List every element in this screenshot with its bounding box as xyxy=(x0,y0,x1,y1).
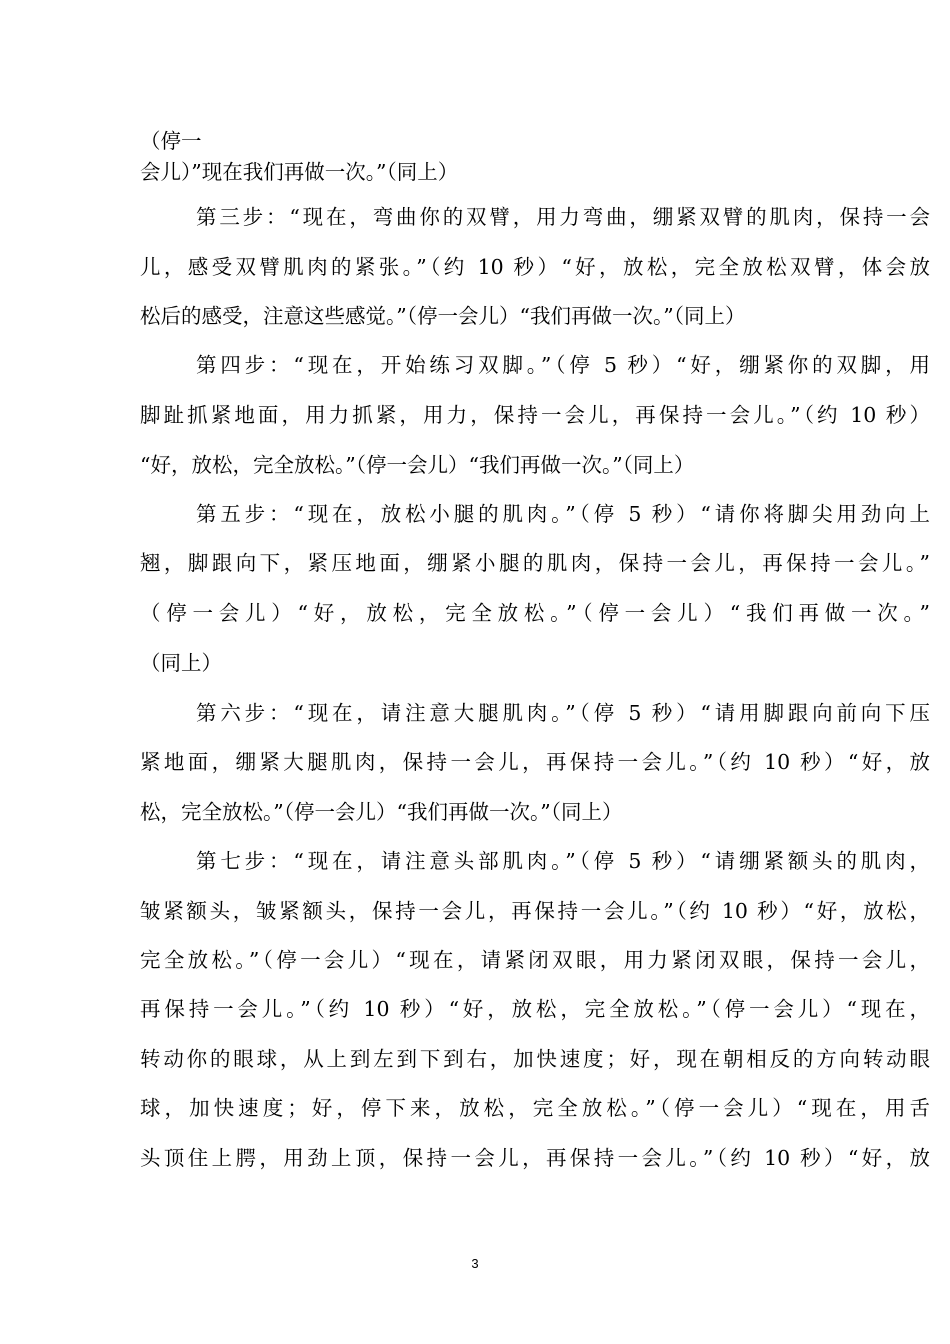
paragraph-step-7-line: 皱紧额头，皱紧额头，保持一会儿，再保持一会儿。”（约 10 秒）“好，放松， xyxy=(140,899,930,923)
paragraph-step-4-line: 脚趾抓紧地面，用力抓紧，用力，保持一会儿，再保持一会儿。”（约 10 秒） xyxy=(140,403,930,427)
paragraph-step-7-line: 转动你的眼球，从上到左到下到右，加快速度；好，现在朝相反的方向转动眼 xyxy=(140,1047,930,1071)
paragraph-step-3-line: 儿，感受双臂肌肉的紧张。”（约 10 秒）“好，放松，完全放松双臂，体会放 xyxy=(140,255,930,279)
paragraph-step-7-line: 球，加快速度；好，停下来，放松，完全放松。”（停一会儿）“现在，用舌 xyxy=(140,1096,930,1120)
paragraph-step-4-line: 第四步：“现在，开始练习双脚。”（停 5 秒）“好，绷紧你的双脚，用 xyxy=(196,353,930,377)
paragraph-step-3-line: 第三步：“现在，弯曲你的双臂，用力弯曲，绷紧双臂的肌肉，保持一会 xyxy=(196,205,930,229)
paragraph-step-5-line: （同上） xyxy=(140,651,222,675)
paragraph-step-3-line: 松后的感受，注意这些感觉。”（停一会儿）“我们再做一次。”（同上） xyxy=(140,304,746,328)
paragraph-step-6-line: 松，完全放松。”（停一会儿）“我们再做一次。”（同上） xyxy=(140,800,623,824)
text-line: （停一 xyxy=(140,129,202,153)
paragraph-step-7-line: 完全放松。”（停一会儿）“现在，请紧闭双眼，用力紧闭双眼，保持一会儿， xyxy=(140,948,930,972)
text-line: 会儿）”现在我们再做一次。”（同上） xyxy=(140,160,459,184)
paragraph-step-5-line: （停一会儿）“好，放松，完全放松。”（停一会儿）“我们再做一次。” xyxy=(140,601,930,625)
page-number: 3 xyxy=(471,1256,479,1271)
paragraph-step-7-line: 再保持一会儿。”（约 10 秒）“好，放松，完全放松。”（停一会儿）“现在， xyxy=(140,997,930,1021)
paragraph-step-6-line: 紧地面，绷紧大腿肌肉，保持一会儿，再保持一会儿。”（约 10 秒）“好，放 xyxy=(140,750,930,774)
paragraph-step-6-line: 第六步：“现在，请注意大腿肌肉。”（停 5 秒）“请用脚跟向前向下压 xyxy=(196,701,930,725)
paragraph-step-7-line: 第七步：“现在，请注意头部肌肉。”（停 5 秒）“请绷紧额头的肌肉， xyxy=(196,849,930,873)
paragraph-step-4-line: “好，放松，完全放松。”（停一会儿）“我们再做一次。”（同上） xyxy=(140,453,695,477)
paragraph-step-7-line: 头顶住上腭，用劲上顶，保持一会儿，再保持一会儿。”（约 10 秒）“好，放 xyxy=(140,1146,930,1170)
paragraph-step-5-line: 翘，脚跟向下，紧压地面，绷紧小腿的肌肉，保持一会儿，再保持一会儿。” xyxy=(140,551,930,575)
paragraph-step-5-line: 第五步：“现在，放松小腿的肌肉。”（停 5 秒）“请你将脚尖用劲向上 xyxy=(196,502,930,526)
